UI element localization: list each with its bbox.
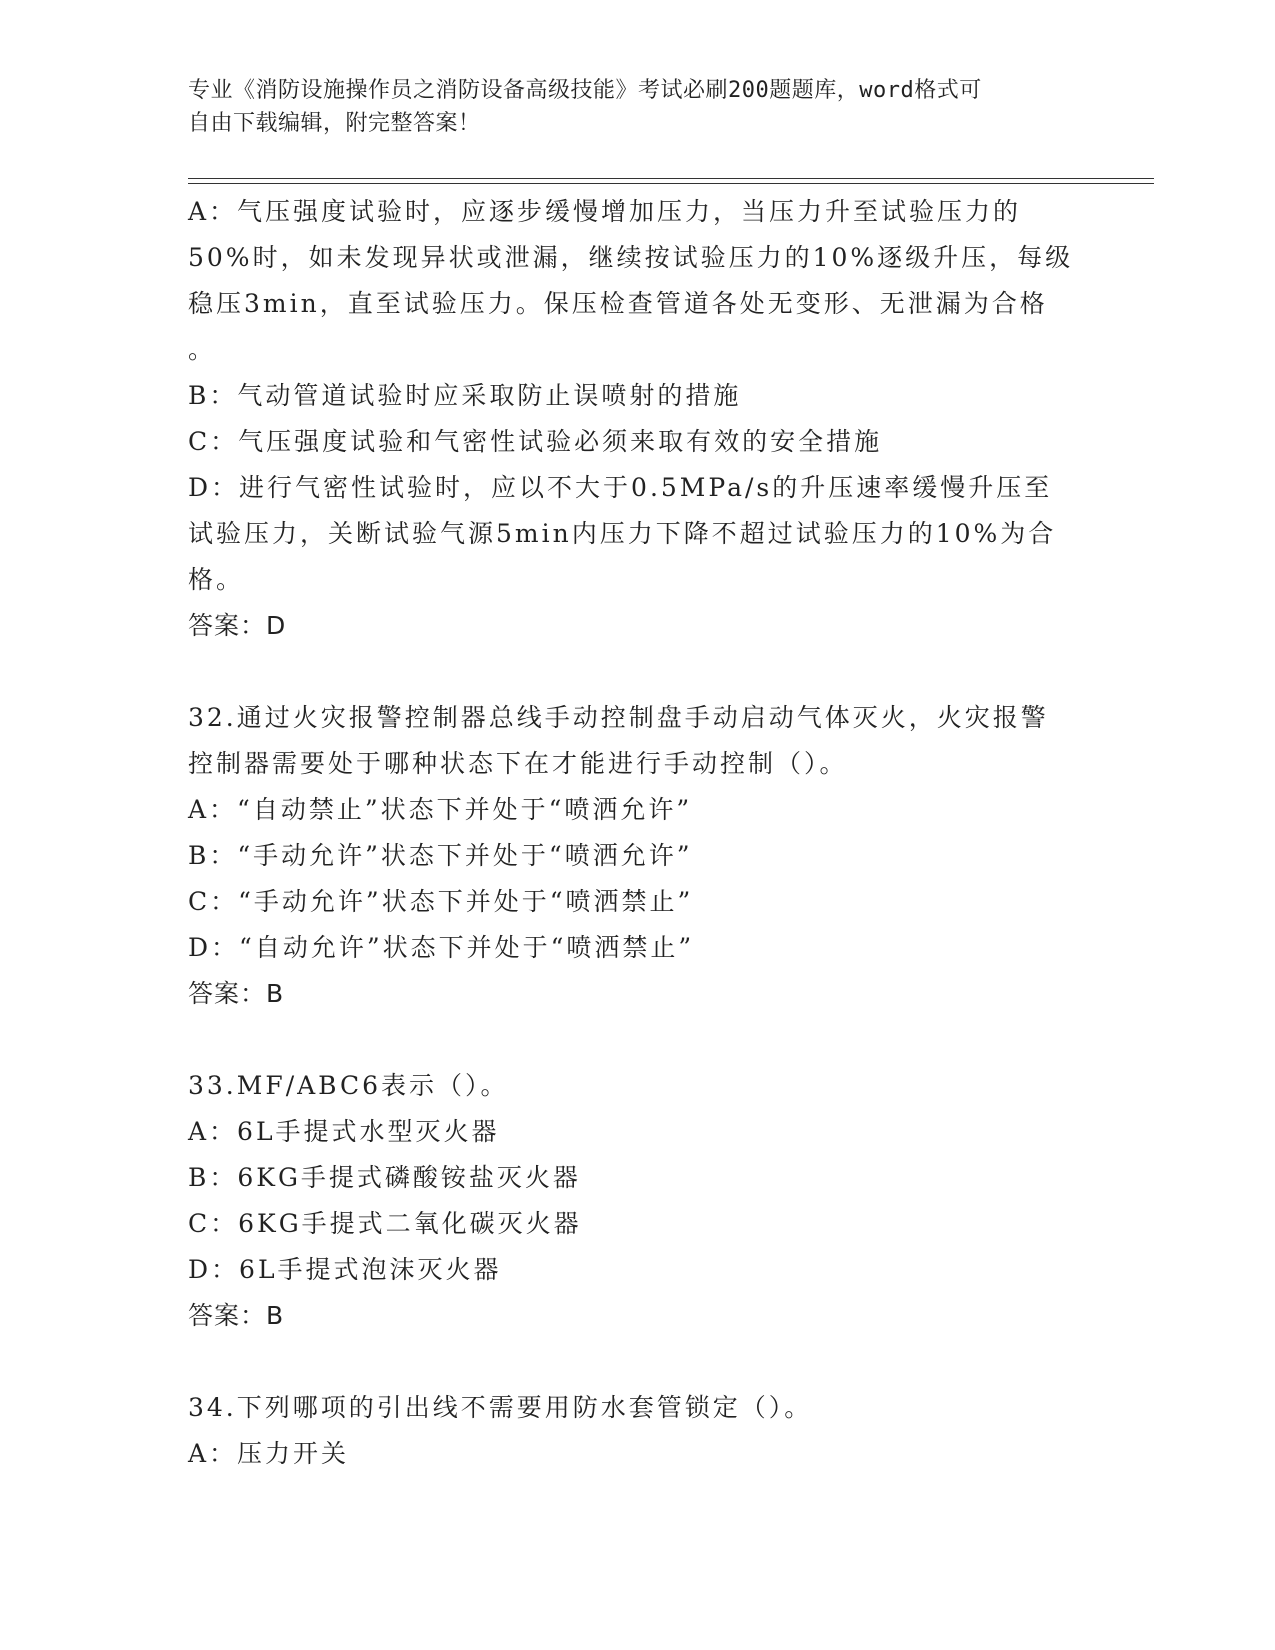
answer-line: 答案：B — [188, 1301, 285, 1330]
option-d-continued: 格。 — [188, 565, 245, 594]
question-line: 。 — [188, 335, 217, 364]
document-header — [188, 74, 1068, 140]
question-stem: 32.通过火灾报警控制器总线手动控制盘手动启动气体灭火，火灾报警 — [188, 703, 1049, 732]
option-a: A：压力开关 — [188, 1439, 350, 1468]
option-b: B：气动管道试验时应采取防止误喷射的措施 — [188, 381, 742, 410]
answer-line: 答案：B — [188, 979, 285, 1008]
question-line: A：气压强度试验时，应逐步缓慢增加压力，当压力升至试验压力的 — [188, 197, 1022, 226]
question-stem: 34.下列哪项的引出线不需要用防水套管锁定（）。 — [188, 1393, 813, 1422]
question-content — [188, 189, 1088, 1477]
option-a: A：“自动禁止”状态下并处于“喷洒允许” — [188, 795, 693, 824]
option-a: A：6L手提式水型灭火器 — [188, 1117, 500, 1146]
question-line: 50%时，如未发现异状或泄漏，继续按试验压力的10%逐级升压，每级 — [188, 243, 1074, 272]
question-line: 稳压3min，直至试验压力。保压检查管道各处无变形、无泄漏为合格 — [188, 289, 1048, 318]
option-b: B：6KG手提式磷酸铵盐灭火器 — [188, 1163, 581, 1192]
question-block — [188, 189, 1088, 649]
option-c: C：6KG手提式二氧化碳灭火器 — [188, 1209, 582, 1238]
question-stem: 控制器需要处于哪种状态下在才能进行手动控制（）。 — [188, 749, 848, 778]
answer-line: 答案：D — [188, 611, 287, 640]
option-c: C：“手动允许”状态下并处于“喷洒禁止” — [188, 887, 694, 916]
option-d: D：“自动允许”状态下并处于“喷洒禁止” — [188, 933, 695, 962]
option-d-continued: 试验压力，关断试验气源5min内压力下降不超过试验压力的10%为合 — [188, 519, 1057, 548]
question-block — [188, 695, 1088, 1017]
header-line-2: 自由下载编辑，附完整答案！ — [188, 111, 481, 136]
question-stem: 33.MF/ABC6表示（）。 — [188, 1071, 509, 1100]
question-block — [188, 1063, 1088, 1339]
option-d: D：进行气密性试验时，应以不大于0.5MPa/s的升压速率缓慢升压至 — [188, 473, 1053, 502]
header-line-1: 专业《消防设施操作员之消防设备高级技能》考试必刷200题题库，word格式可 — [188, 78, 982, 103]
header-rule-top — [188, 178, 1154, 179]
question-block — [188, 1385, 1088, 1477]
option-d: D：6L手提式泡沫灭火器 — [188, 1255, 502, 1284]
header-rule-bottom — [188, 183, 1154, 184]
option-b: B：“手动允许”状态下并处于“喷洒允许” — [188, 841, 693, 870]
option-c: C：气压强度试验和气密性试验必须来取有效的安全措施 — [188, 427, 883, 456]
